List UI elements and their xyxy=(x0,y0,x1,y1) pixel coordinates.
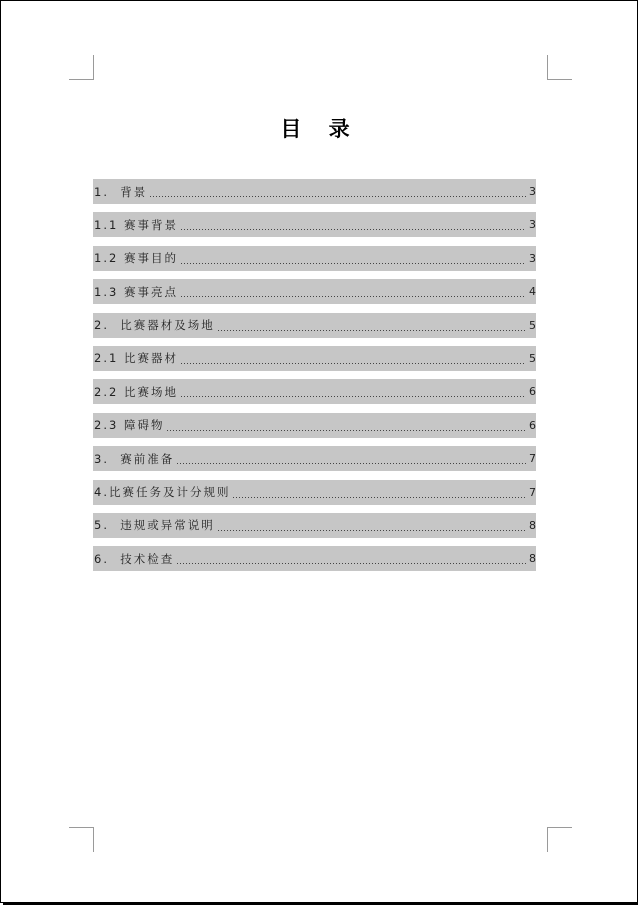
toc-entry[interactable] xyxy=(93,446,536,471)
toc-leader-dots xyxy=(149,186,526,197)
toc-entry-label: 4.比赛任务及计分规则 xyxy=(94,485,231,500)
toc-entry-label: 3. 赛前准备 xyxy=(94,451,175,466)
toc-entry-label: 2.2 比赛场地 xyxy=(94,384,178,399)
toc-entry-page: 6 xyxy=(529,418,536,432)
toc-entry[interactable] xyxy=(93,313,536,338)
toc-entry[interactable] xyxy=(93,379,536,404)
crop-mark-top-right xyxy=(547,55,572,80)
toc-entry-label: 1.2 赛事目的 xyxy=(94,251,178,266)
toc-entry[interactable] xyxy=(93,346,536,371)
crop-mark-top-left xyxy=(69,55,94,80)
toc-entry-page: 8 xyxy=(529,552,536,566)
toc-leader-dots xyxy=(180,253,526,264)
toc-leader-dots xyxy=(176,553,526,564)
toc-leader-dots xyxy=(166,420,526,431)
toc-leader-dots xyxy=(180,219,526,230)
toc-entry-label: 1.1 赛事背景 xyxy=(94,217,178,232)
toc-entry[interactable] xyxy=(93,212,536,237)
toc-entry-page: 4 xyxy=(529,285,536,299)
toc-entry[interactable] xyxy=(93,513,536,538)
toc-entry[interactable] xyxy=(93,413,536,438)
toc-entry-page: 7 xyxy=(529,485,536,499)
toc-entry[interactable] xyxy=(93,246,536,271)
toc-entry-label: 2. 比赛器材及场地 xyxy=(94,318,215,333)
toc-entry-label: 1. 背景 xyxy=(94,184,148,199)
toc-leader-dots xyxy=(217,520,526,531)
table-of-contents xyxy=(93,179,536,580)
toc-entry-page: 3 xyxy=(529,251,536,265)
toc-leader-dots xyxy=(217,320,526,331)
toc-leader-dots xyxy=(180,353,526,364)
toc-entry[interactable] xyxy=(93,480,536,505)
crop-mark-bottom-right xyxy=(547,827,572,852)
toc-entry[interactable] xyxy=(93,279,536,304)
toc-entry-label: 2.1 比赛器材 xyxy=(94,351,178,366)
toc-entry[interactable] xyxy=(93,546,536,571)
toc-leader-dots xyxy=(176,453,526,464)
toc-entry[interactable] xyxy=(93,179,536,204)
toc-entry-page: 6 xyxy=(529,385,536,399)
toc-title: 目 录 xyxy=(280,117,360,141)
toc-entry-page: 3 xyxy=(529,218,536,232)
toc-entry-label: 2.3 障碍物 xyxy=(94,418,165,433)
toc-entry-label: 6. 技术检查 xyxy=(94,551,175,566)
toc-entry-label: 5. 违规或异常说明 xyxy=(94,518,215,533)
toc-leader-dots xyxy=(180,386,526,397)
toc-leader-dots xyxy=(232,487,526,498)
toc-entry-page: 5 xyxy=(529,318,536,332)
toc-entry-page: 3 xyxy=(529,185,536,198)
toc-entry-page: 8 xyxy=(529,518,536,532)
toc-entry-page: 7 xyxy=(529,452,536,466)
crop-mark-bottom-left xyxy=(69,827,94,852)
toc-entry-page: 5 xyxy=(529,351,536,365)
toc-leader-dots xyxy=(180,286,526,297)
toc-entry-label: 1.3 赛事亮点 xyxy=(94,284,178,299)
